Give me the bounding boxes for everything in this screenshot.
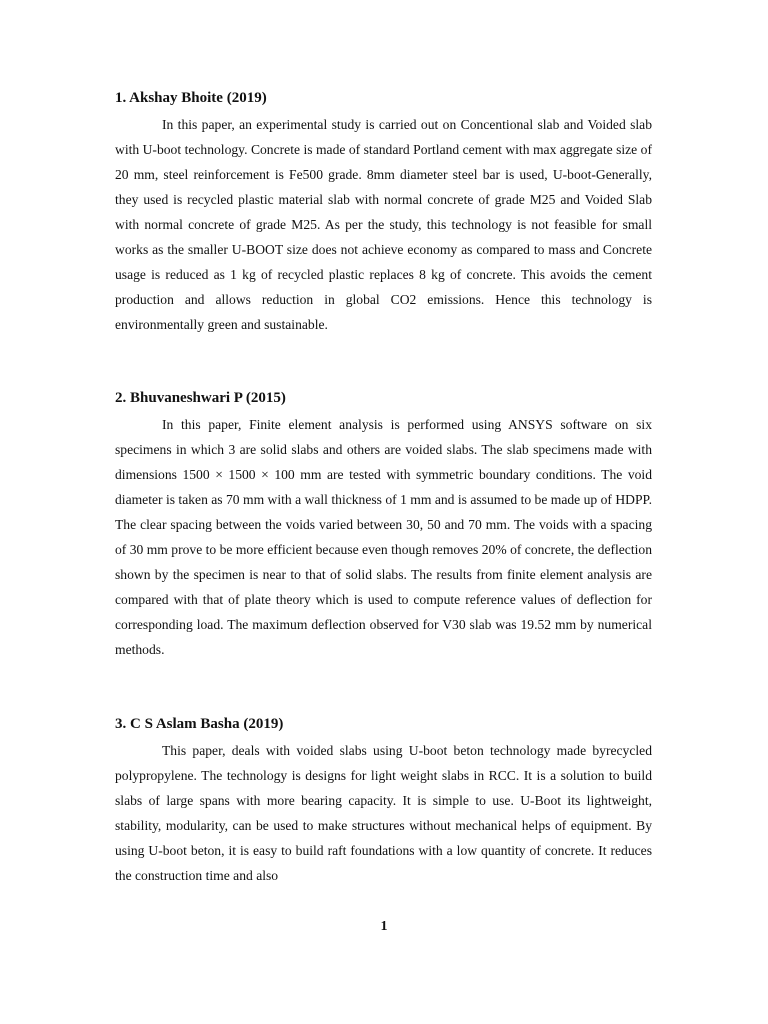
page-number: 1 (380, 919, 388, 934)
entry-paragraph: This paper, deals with voided slabs using U-boot beton technology made byrecycled polypropylene. The technology is designs for light weight slabs in RCC. It is a solution to build slabs of large spans with more bearing capacity. It is simple to use. U-Boot its lightweight, stability, modularity, can be used to make structures without mechanical helps of equipment. By using U-boot beton, it is easy to build raft foundations with a low quantity of concrete. It reduces the construction time and also (115, 743, 652, 883)
entry-heading: 3. C S Aslam Basha (2019) (115, 716, 284, 732)
entry-paragraph: In this paper, Finite element analysis is performed using ANSYS software on six specimens in which 3 are solid slabs and others are voided slabs. The slab specimens made with dimensions 1500 × 1500 × 100 mm are tested with symmetric boundary conditions. The void diameter is taken as 70 mm with a wall thickness of 1 mm and is assumed to be made up of HDPP. The clear spacing between the voids varied between 30, 50 and 70 mm. The voids with a spacing of 30 mm prove to be more efficient because even though removes 20% of concrete, the deflection shown by the specimen is near to that of solid slabs. The results from finite element analysis are compared with that of plate theory which is used to compute reference values of deflection for corresponding load. The maximum deflection observed for V30 slab was 19.52 mm by numerical methods. (115, 417, 652, 657)
literature-entry-2 (115, 388, 652, 662)
entry-heading: 2. Bhuvaneshwari P (2015) (115, 390, 286, 406)
literature-entry-3 (115, 714, 652, 886)
entry-paragraph: In this paper, an experimental study is carried out on Concentional slab and Voided slab with U-boot technology. Concrete is made of standard Portland cement with max aggregate size of 20 mm, steel reinforcement is Fe500 grade. 8mm diameter steel bar is used, U-boot-Generally, they used is recycled plastic material slab with normal concrete of grade M25 and Voided Slab with normal concrete of grade M25. As per the study, this technology is not feasible for small works as the smaller U-BOOT size does not achieve economy as compared to mass and Concrete usage is reduced as 1 kg of recycled plastic replaces 8 kg of concrete. This avoids the cement production and allows reduction in global CO2 emissions. Hence this technology is environmentally green and sustainable. (115, 117, 652, 332)
literature-entry-1 (115, 88, 652, 337)
entry-heading: 1. Akshay Bhoite (2019) (115, 90, 267, 106)
